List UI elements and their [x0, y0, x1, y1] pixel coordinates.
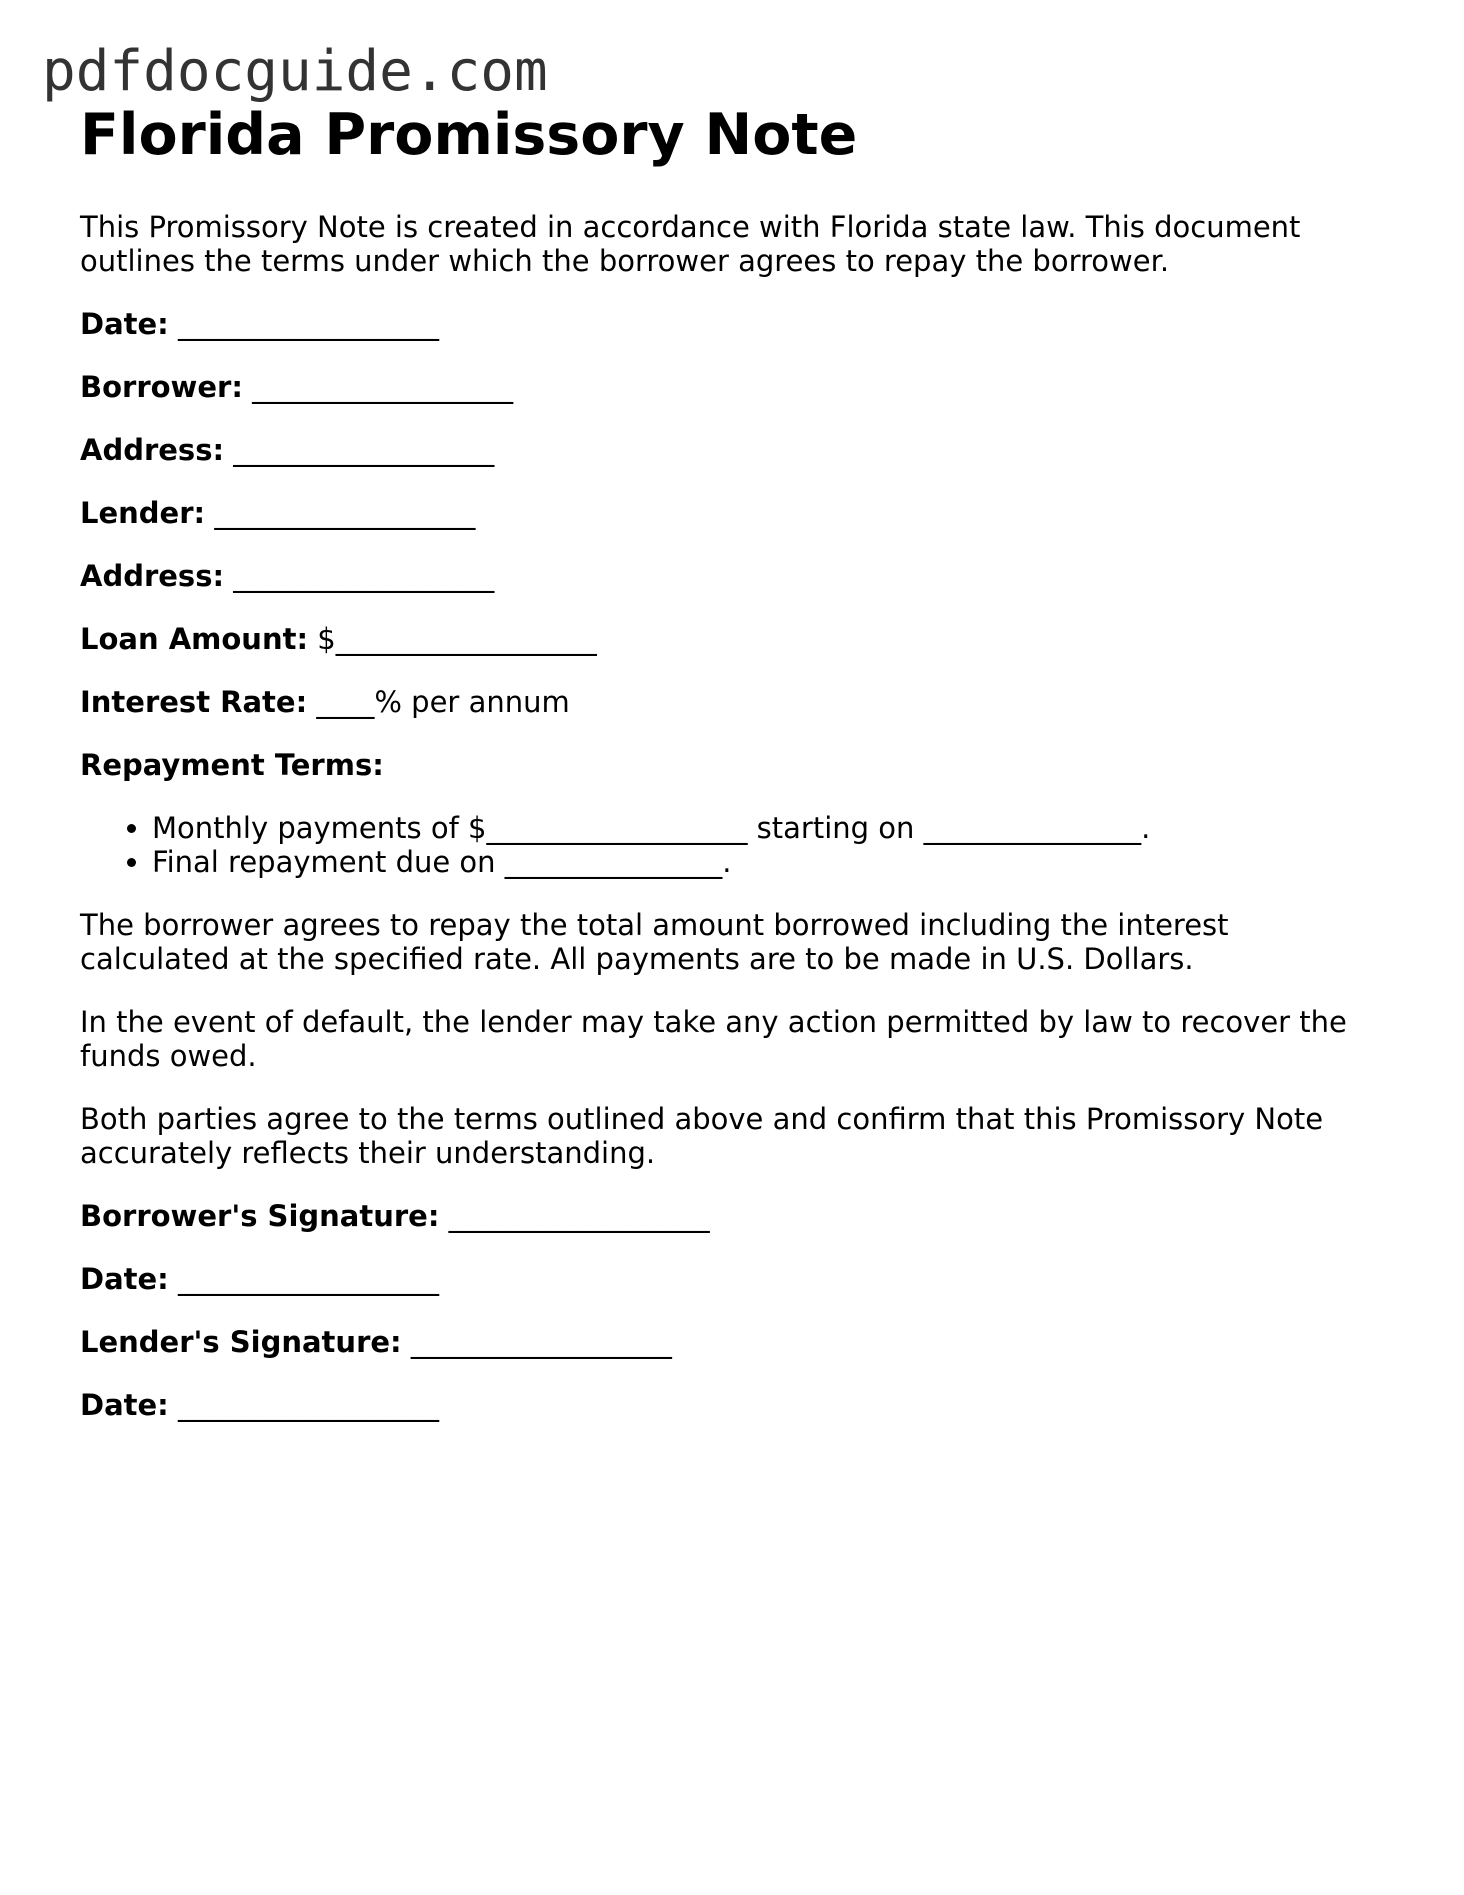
date-label: Date:	[80, 307, 169, 341]
lender-address-blank[interactable]: __________________	[224, 559, 495, 593]
lender-signature-date-label: Date:	[80, 1388, 169, 1422]
repayment-terms-label: Repayment Terms:	[80, 748, 384, 782]
loan-amount-label: Loan Amount:	[80, 622, 309, 656]
borrower-address-field	[80, 433, 1380, 467]
lender-address-field	[80, 559, 1380, 593]
borrower-signature-date-label: Date:	[80, 1262, 169, 1296]
lender-field	[80, 496, 1380, 530]
lender-signature-date-blank[interactable]: __________________	[168, 1388, 439, 1422]
loan-amount-blank[interactable]: $__________________	[308, 622, 597, 656]
list-item: • Final repayment due on _______________.	[152, 845, 1380, 879]
interest-rate-label: Interest Rate:	[80, 685, 308, 719]
borrower-signature-date-blank[interactable]: __________________	[168, 1262, 439, 1296]
borrower-address-label: Address:	[80, 433, 225, 467]
lender-blank[interactable]: __________________	[205, 496, 476, 530]
agreement-paragraph: Both parties agree to the terms outlined above and confirm that this Promissory Note accurately reflects their understanding.	[80, 1102, 1324, 1170]
borrower-label: Borrower:	[80, 370, 243, 404]
lender-label: Lender:	[80, 496, 206, 530]
borrower-field	[80, 370, 1380, 404]
watermark-text: pdfdocguide.com	[42, 39, 548, 104]
borrower-signature-field	[80, 1199, 1380, 1233]
document-body	[80, 210, 1380, 1451]
document-title: Florida Promissory Note	[80, 102, 858, 168]
date-field	[80, 307, 1380, 341]
lender-signature-label: Lender's Signature:	[80, 1325, 402, 1359]
default-paragraph: In the event of default, the lender may take any action permitted by law to recover the funds owed.	[80, 1005, 1347, 1073]
interest-rate-field	[80, 685, 1380, 719]
lender-address-label: Address:	[80, 559, 225, 593]
intro-paragraph: This Promissory Note is created in accordance with Florida state law. This document outlines the terms under which the borrower agrees to repay the borrower.	[80, 210, 1301, 278]
borrower-signature-blank[interactable]: __________________	[439, 1199, 710, 1233]
lender-signature-date-field	[80, 1388, 1380, 1422]
lender-signature-blank[interactable]: __________________	[401, 1325, 672, 1359]
date-blank[interactable]: __________________	[168, 307, 439, 341]
borrower-signature-date-field	[80, 1262, 1380, 1296]
loan-amount-field	[80, 622, 1380, 656]
borrower-address-blank[interactable]: __________________	[224, 433, 495, 467]
borrower-blank[interactable]: __________________	[242, 370, 514, 404]
repayment-terms-heading	[80, 748, 1380, 782]
interest-rate-blank[interactable]: ____% per annum	[307, 685, 570, 719]
repayment-paragraph: The borrower agrees to repay the total amount borrowed including the interest calculated at the specified rate. All payments are to be made in U.S. Dollars.	[80, 908, 1229, 976]
repayment-terms-list	[80, 811, 1380, 879]
borrower-signature-label: Borrower's Signature:	[80, 1199, 440, 1233]
list-item: • Monthly payments of $__________________ starting on _______________.	[152, 811, 1380, 845]
lender-signature-field	[80, 1325, 1380, 1359]
